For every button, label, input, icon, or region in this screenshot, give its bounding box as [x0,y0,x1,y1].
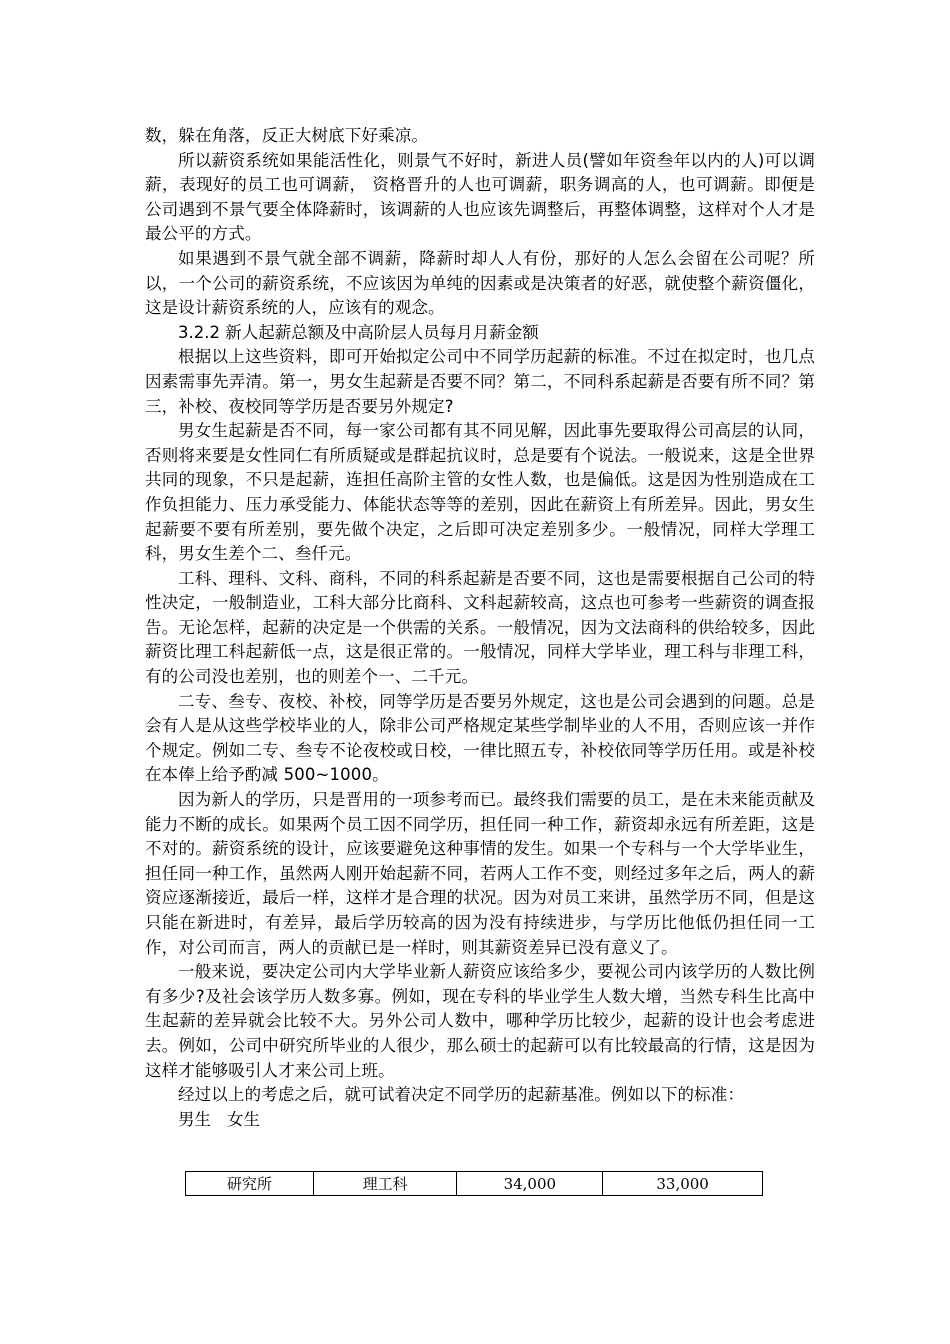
paragraph-flexible-salary: 所以薪资系统如果能活性化，则景气不好时，新进人员(譬如年资叁年以内的人)可以调薪，表现好的员工也可调薪， 资格晋升的人也可调薪，职务调高的人，也可调薪。即便是公司遇到不景气要全体降薪时，该调薪的人也应该先调整后，再整体调整，这样对个人才是最公平的方式。 [145,150,815,244]
male-label: 男生 [178,1109,211,1129]
paragraph-standard-intro: 经过以上的考虑之后，就可试着决定不同学历的起薪基准。例如以下的标准： [178,1085,745,1105]
paragraph-starting-salary-intro: 根据以上这些资料，即可开始拟定公司中不同学历起薪的标准。不过在拟定时，也几点因素需事先弄清。第一，男女生起薪是否要不同？第二，不同科系起薪是否要有所不同？第三，补校、夜校同等学历是否要另外规定? [145,347,815,416]
paragraph-equivalent-degree: 二专、叁专、夜校、补校，同等学历是否要另外规定，这也是公司会遇到的问题。总是会有人是从这些学校毕业的人，除非公司严格规定某些学制毕业的人不用，否则应该一并作个规定。例如二专、叁专不论夜校或日校，一律比照五专，补校依同等学历任用。或是补校在本俸上给予酌减 500~1000。 [145,691,815,785]
gender-header [145,1108,815,1133]
section-heading: 3.2.2 新人起薪总额及中高阶层人员每月月薪金额 [178,322,539,342]
paragraph-gender-difference: 男女生起薪是否不同，每一家公司都有其不同见解，因此事先要取得公司高层的认同，否则将来要是女性同仁有所质疑或是群起抗议时，总是要有个说法。一般说来，这是全世界共同的现象，不只是起薪，连担任高阶主管的女性人数，也是偏低。这是因为性别造成在工作负担能力、压力承受能力、体能状态等等的差别，因此在薪资上有所差异。因此，男女生起薪要不要有所差别，要先做个决定，之后即可决定差别多少。一般情况，同样大学理工科，男女生差个二、叁仟元。 [145,421,815,564]
paragraph-graduate-ratio: 一般来说，要决定公司内大学毕业新人薪资应该给多少，要视公司内该学历的人数比例有多少?及社会该学历人数多寡。例如，现在专科的毕业学生人数大增，当然专科生比高中生起薪的差异就会比较不大。另外公司人数中，哪种学历比较少，起薪的设计也会考虑进去。例如，公司中研究所毕业的人很少，那么硕士的起薪可以有比较最高的行情，这是因为这样才能够吸引人才来公司上班。 [145,962,815,1080]
salary-table [185,1171,763,1196]
paragraph-education-reference: 因为新人的学历，只是晋用的一项参考而已。最终我们需要的员工，是在未来能贡献及能力不断的成长。如果两个员工因不同学历，担任同一种工作，薪资却永远有所差距，这是不对的。薪资系统的设计，应该要避免这种事情的发生。如果一个专科与一个大学毕业生，担任同一种工作，虽然两人刚开始起薪不同，若两人工作不变，则经过多年之后，两人的薪资应逐渐接近，最后一样，这样才是合理的状况。因为对员工来讲，虽然学历不同，但是这只能在新进时，有差异，最后学历较高的因为没有持续进步，与学历比他低仍担任同一工作，对公司而言，两人的贡献已是一样时，则其薪资差异已没有意义了。 [145,790,815,957]
table-row [186,1172,763,1196]
paragraph-continuation: 数，躲在角落，反正大树底下好乘凉。 [145,126,429,145]
paragraph-major-difference: 工科、理科、文科、商科，不同的科系起薪是否要不同，这也是需要根据自己公司的特性决定，一般制造业，工科大部分比商科、文科起薪较高，这点也可参考一些薪资的调查报告。无论怎样，起薪的决定是一个供需的关系。一般情况，因为文法商科的供给较多，因此薪资比理工科起薪低一点，这是很正常的。一般情况，同样大学毕业，理工科与非理工科，有的公司没也差别，也的则差个一、二千元。 [145,568,815,687]
female-label: 女生 [227,1109,260,1129]
female-salary-cell: 33,000 [603,1172,763,1196]
degree-cell: 研究所 [186,1172,314,1196]
male-salary-cell: 34,000 [457,1172,603,1196]
paragraph-no-raise: 如果遇到不景气就全部不调薪，降薪时却人人有份，那好的人怎么会留在公司呢？所以，一个公司的薪资系统，不应该因为单纯的因素或是决策者的好恶，就使整个薪资僵化，这是设计薪资系统的人，应该有的观念。 [145,248,815,318]
document-body [145,124,815,1132]
major-cell: 理工科 [313,1172,457,1196]
